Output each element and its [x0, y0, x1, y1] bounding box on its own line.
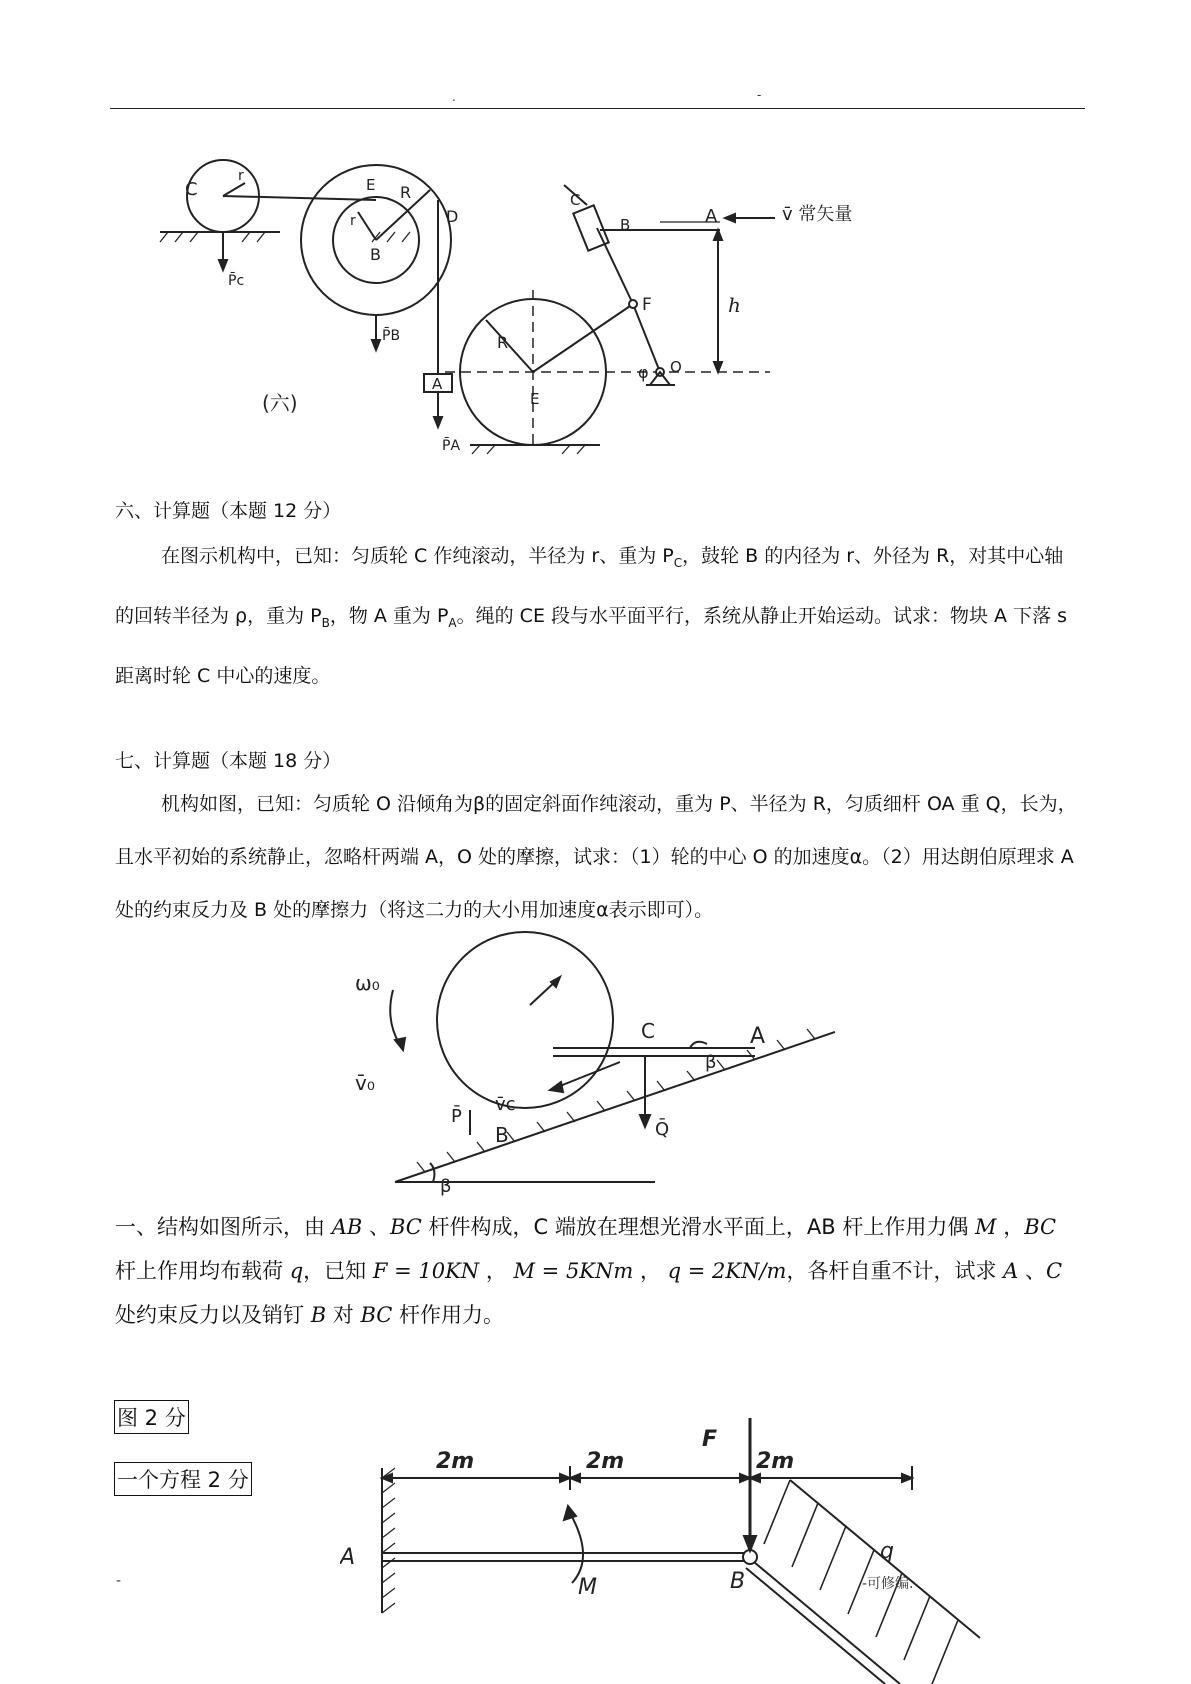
label-v: v̄ 常矢量: [782, 204, 853, 225]
label-a-support: A: [340, 1545, 356, 1570]
label-r-drum: R: [400, 183, 412, 202]
label-c-slider: C: [570, 191, 581, 209]
q7-text: 机构如图，已知：匀质轮 O 沿倾角为β的固定斜面作纯滚动，重为 P、半径为 R，匀质细杆 OA 重 Q，长为，且水平初始的系统静止，忽略杆两端 A，O 处的摩擦，试求：（1）轮的中心 O 的加速度α。（2）用达朗伯原理求 A 处的约束反力及 B 处的摩擦力（将这二力的大小用加速度α表示即可）。: [115, 793, 1077, 921]
figure-incline: [355, 930, 835, 1200]
q7-title: 七、计算题（本题 18 分）: [115, 750, 342, 772]
header-left-mark: .: [452, 90, 456, 104]
label-r-inner: r: [350, 213, 356, 229]
slider-b: [573, 205, 608, 250]
label-b-slider: B: [620, 216, 631, 234]
label-vc: v̄c: [495, 1094, 516, 1115]
header-right-mark: -: [757, 88, 762, 102]
label-a-rod: A: [750, 1024, 766, 1049]
label-beta-top: β: [705, 1052, 717, 1073]
footer-left: -: [116, 1573, 122, 1589]
label-beta-bottom: β: [440, 1176, 452, 1197]
score-box-equation: 一个方程 2 分: [114, 1462, 252, 1496]
header-rule: [110, 108, 1085, 109]
label-pb: P̄B: [382, 328, 401, 344]
score-box-figure: 图 2 分: [114, 1400, 189, 1434]
label-e: E: [366, 176, 376, 194]
label-omega0: ω₀: [355, 971, 380, 995]
label-b-pin: B: [730, 1569, 746, 1594]
label-moment-m: M: [578, 1575, 597, 1600]
label-a-block: A: [432, 375, 443, 393]
label-pa: P̄A: [442, 438, 461, 454]
label-phi: φ: [638, 363, 649, 382]
label-pc: P̄c: [228, 273, 245, 289]
label-v0: v̄₀: [355, 1071, 375, 1095]
label-o: O: [670, 358, 682, 376]
label-r-wheel: r: [238, 168, 244, 184]
dim-label-3: 2m: [756, 1449, 795, 1474]
dim-label-1: 2m: [436, 1449, 475, 1474]
figure-structure: [340, 1418, 1000, 1684]
label-p: P̄: [451, 1106, 462, 1127]
label-force-f: F: [702, 1427, 718, 1452]
label-r-wheel-e: R: [497, 333, 509, 352]
footer-right: -可修编.: [862, 1576, 914, 1592]
label-b-contact: B: [495, 1123, 509, 1147]
label-c: C: [185, 179, 198, 200]
dim-label-2: 2m: [586, 1449, 625, 1474]
label-six: (六): [262, 391, 298, 415]
label-e-wheel: E: [530, 390, 540, 408]
wheel-o: [437, 932, 613, 1108]
label-h: h: [728, 293, 741, 317]
label-a-guide: A: [705, 206, 718, 227]
label-d: D: [446, 207, 459, 226]
label-c-rod: C: [641, 1019, 655, 1043]
label-q-weight: Q̄: [655, 1119, 670, 1140]
q1-text: 一、结构如图所示，由 AB 、BC 杆件构成，C 端放在理想光滑水平面上，AB 杆上作用力偶 M ，BC 杆上作用均布载荷 q，已知 F = 10KN ， M = 5KNm ， q = 2KN/m，各杆自重不计，试求 A 、C 处约束反力以及销钉 B 对 BC 杆作用力。: [115, 1215, 1063, 1327]
figure-top-mechanisms: [150, 150, 940, 485]
label-f: F: [642, 295, 652, 315]
label-b-drum: B: [370, 245, 381, 264]
label-load-q: q: [880, 1539, 894, 1564]
q6-title: 六、计算题（本题 12 分）: [115, 500, 342, 522]
q6-text: 在图示机构中，已知：匀质轮 C 作纯滚动，半径为 r、重为 $P_C$，鼓轮 B 的内径为 r、外径为 R，对其中心轴的回转半径为 ρ，重为 $P_B$，物 A 重为 $P_A$。绳的 CE 段与水平面平行，系统从静止开始运动。试求：物块 A 下落 s 距离时轮 C 中心的速度。: [115, 545, 1068, 687]
